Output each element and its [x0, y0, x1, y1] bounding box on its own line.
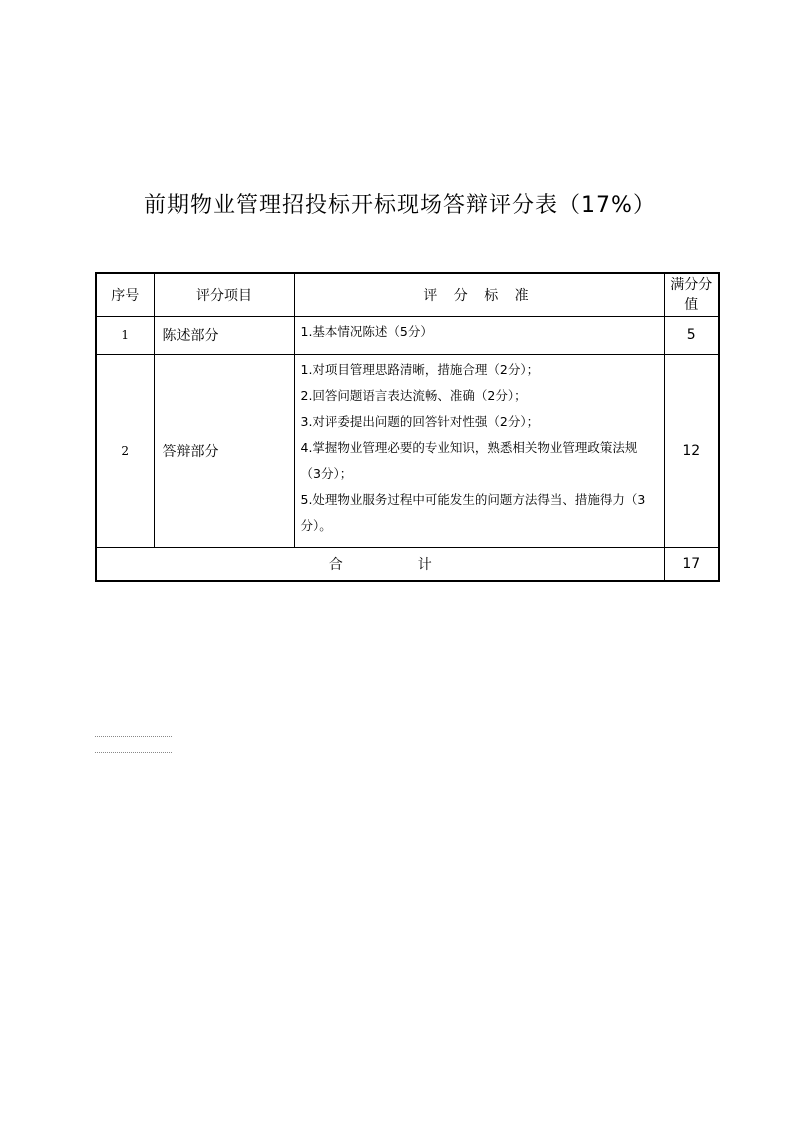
row-scoring-item: 陈述部分 — [154, 316, 294, 354]
row-serial-number: 1 — [96, 316, 154, 354]
header-scoring-item: 评分项目 — [154, 273, 294, 316]
footnote-divider — [95, 752, 172, 753]
header-scoring-criteria: 评 分 标 准 — [294, 273, 664, 316]
criteria-item: 2.回答问题语言表达流畅、准确（2分）； — [300, 387, 527, 403]
scoring-table — [95, 272, 720, 582]
page-title: 前期物业管理招投标开标现场答辩评分表（17%） — [144, 193, 656, 218]
total-label-left: 合 — [328, 556, 343, 573]
row-score: 12 — [664, 354, 719, 547]
criteria-item: 1.对项目管理思路清晰，措施合理（2分）； — [300, 361, 540, 377]
total-label-right: 计 — [417, 556, 432, 573]
row-scoring-item: 答辩部分 — [154, 354, 294, 547]
row-criteria — [294, 354, 664, 547]
criteria-item: 4.掌握物业管理必要的专业知识，熟悉相关物业管理政策法规（3分）； — [300, 439, 638, 481]
row-serial-number: 2 — [96, 354, 154, 547]
criteria-item: 1.基本情况陈述（5分） — [300, 323, 433, 339]
table-row — [96, 316, 719, 354]
header-serial-number: 序号 — [96, 273, 154, 316]
table-row — [96, 354, 719, 547]
header-full-score: 满分分值 — [664, 273, 719, 316]
table-header-row — [96, 273, 719, 316]
row-score: 5 — [664, 316, 719, 354]
footnote-divider — [95, 736, 172, 737]
row-criteria — [294, 316, 664, 354]
criteria-item: 3.对评委提出问题的回答针对性强（2分）； — [300, 413, 540, 429]
criteria-item: 5.处理物业服务过程中可能发生的问题方法得当、措施得力（3分）。 — [300, 491, 646, 533]
total-label — [96, 547, 664, 581]
total-row — [96, 547, 719, 581]
total-score: 17 — [664, 547, 719, 581]
